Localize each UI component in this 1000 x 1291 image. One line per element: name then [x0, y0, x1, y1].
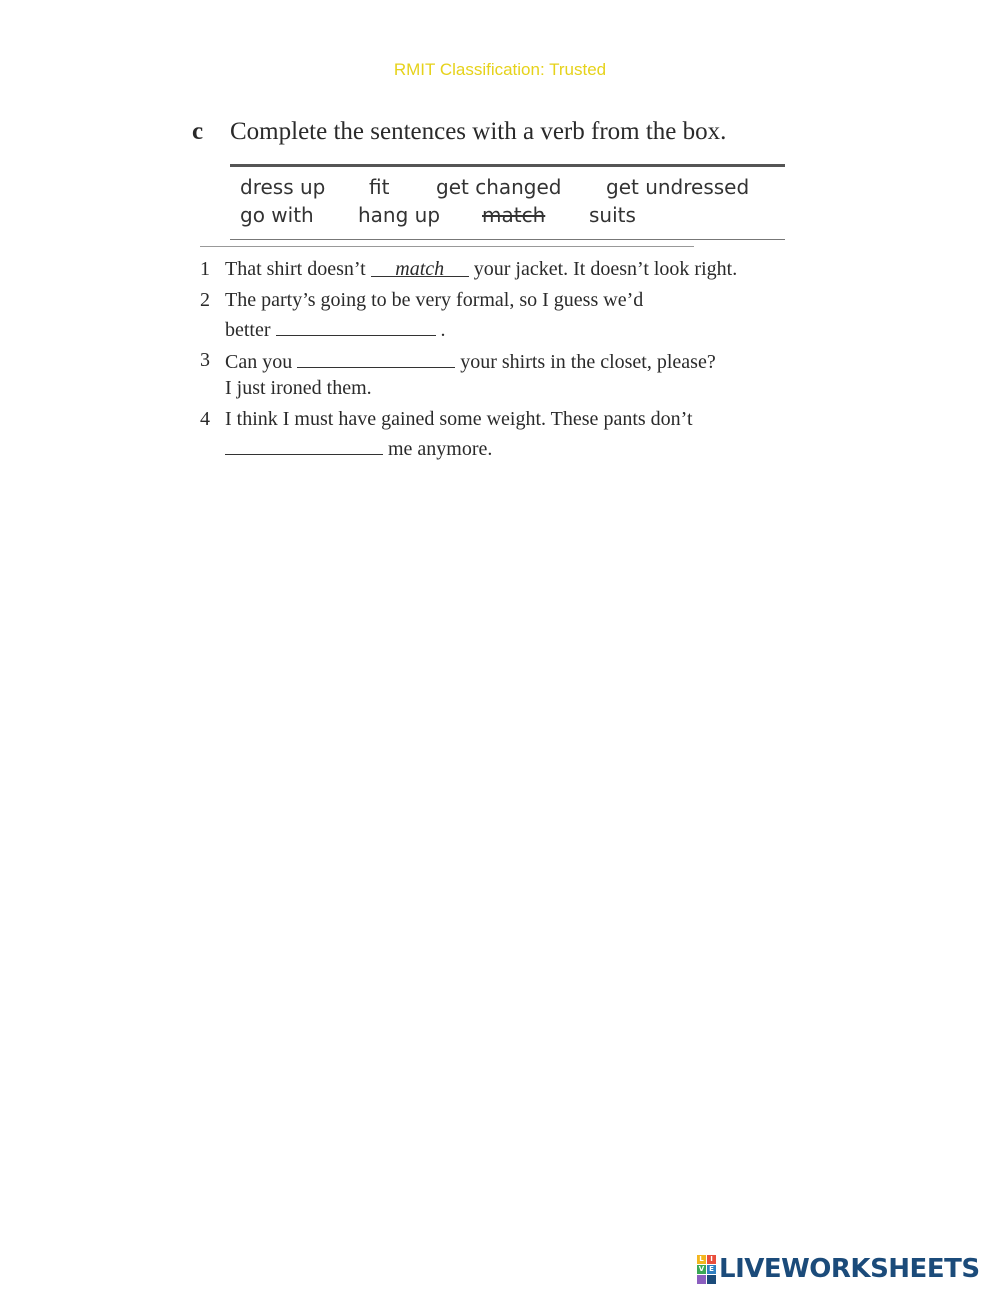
word-get-undressed: get undressed: [606, 175, 750, 199]
sentence-text: your shirts in the closet, please?: [460, 351, 716, 373]
sentence-line: The party’s going to be very formal, so I guess we’d: [225, 289, 644, 311]
sentence-text: That shirt doesn’t: [225, 258, 366, 280]
word-box: [230, 164, 785, 240]
sentence-2: [0, 289, 1000, 345]
exercise-letter: c: [192, 118, 204, 145]
exercise-instruction: Complete the sentences with a verb from the box.: [230, 118, 727, 145]
liveworksheets-logo[interactable]: [697, 1254, 980, 1284]
logo-square: [697, 1275, 706, 1284]
sentence-1: [0, 258, 1000, 286]
word-go-with: go with: [240, 203, 314, 227]
sentence-line: [225, 436, 492, 461]
answer-blank-1[interactable]: match: [371, 258, 469, 277]
logo-square: [707, 1275, 716, 1284]
logo-square: V: [698, 1264, 705, 1273]
sentence-number: 1: [200, 258, 210, 280]
sentence-number: 4: [200, 408, 210, 430]
answer-blank-2[interactable]: [276, 317, 436, 336]
sentence-4: [0, 408, 1000, 464]
sentence-text: your jacket. It doesn’t look right.: [473, 258, 738, 280]
logo-square: I: [707, 1255, 716, 1264]
classification-label: RMIT Classification: Trusted: [393, 60, 607, 79]
logo-square: E: [707, 1265, 716, 1274]
sentence-line: [225, 258, 737, 281]
word-suits: suits: [589, 203, 636, 227]
sentence-text: me anymore.: [388, 438, 493, 460]
sentence-line: I just ironed them.: [225, 377, 372, 399]
logo-text: LIVEWORKSHEETS: [719, 1254, 980, 1284]
word-get-changed: get changed: [436, 175, 562, 199]
sentence-3: [0, 349, 1000, 405]
answer-blank-3[interactable]: [297, 349, 455, 368]
sentence-text: .: [440, 319, 446, 341]
word-match: match: [482, 203, 546, 227]
sentence-line: [225, 349, 716, 374]
word-fit: fit: [369, 175, 390, 199]
sentence-line: I think I must have gained some weight. These pants don’t: [225, 408, 693, 430]
word-dress-up: dress up: [240, 175, 326, 199]
sentence-number: 3: [200, 349, 210, 371]
logo-squares-icon: [697, 1255, 716, 1284]
sentence-number: 2: [200, 289, 210, 311]
divider-line: [200, 246, 694, 247]
sentence-text: better: [225, 319, 271, 341]
logo-square: L: [697, 1255, 706, 1264]
sentence-line: [225, 317, 446, 342]
sentence-text: Can you: [225, 351, 293, 373]
answer-blank-4[interactable]: [225, 436, 383, 455]
word-hang-up: hang up: [358, 203, 441, 227]
exercise-heading: [192, 118, 726, 146]
